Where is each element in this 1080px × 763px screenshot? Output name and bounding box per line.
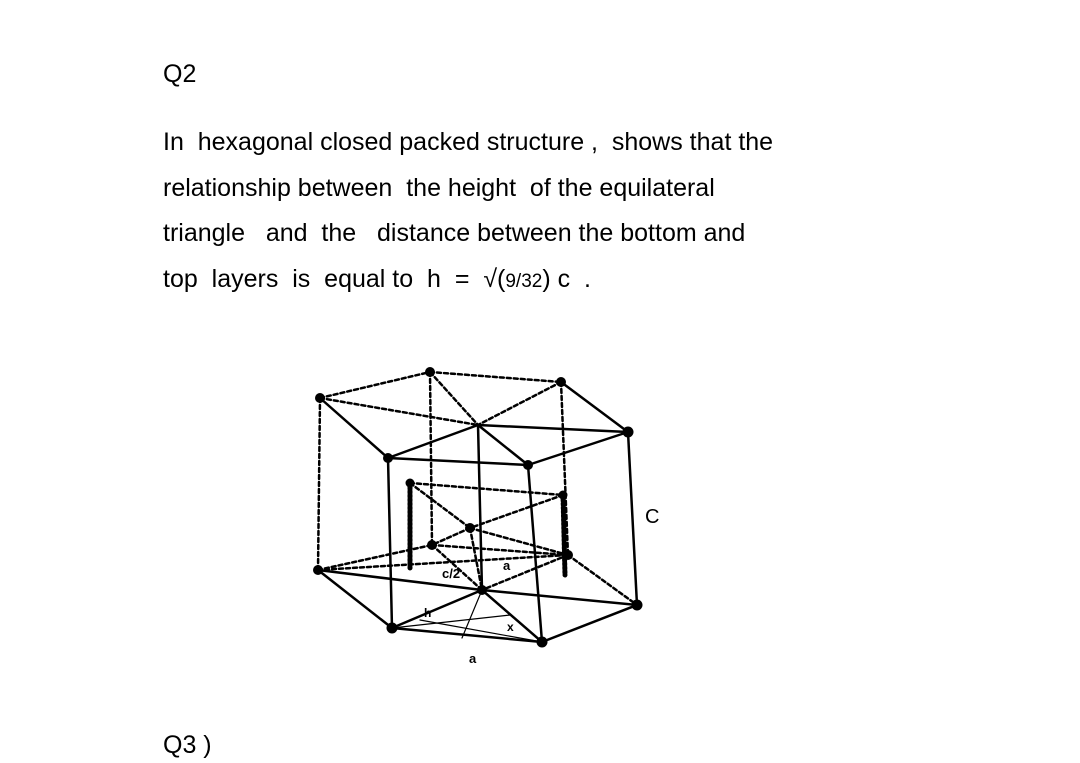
label-a-bottom: a xyxy=(469,651,477,666)
dashed-edges xyxy=(318,372,637,605)
formula-prefix: top layers is equal to h = √( xyxy=(163,264,506,293)
formula-fraction: 9/32 xyxy=(505,270,543,292)
next-question-label: Q3 ) xyxy=(163,731,212,759)
question-line-3: triangle and the distance between the bottom and xyxy=(163,219,746,247)
label-x: x xyxy=(507,620,514,634)
question-line-4 xyxy=(163,257,983,305)
question-line-2: relationship between the height of the equilateral xyxy=(163,173,715,202)
question-line-1: In hexagonal closed packed structure , shows that the xyxy=(163,128,774,156)
formula-suffix: ) c . xyxy=(542,264,591,293)
hcp-structure-diagram xyxy=(290,355,680,675)
label-c: C xyxy=(645,506,660,528)
question-text xyxy=(163,120,983,304)
solid-edges xyxy=(318,382,637,642)
label-h: h xyxy=(424,606,432,620)
label-a-inner: a xyxy=(503,558,511,573)
middle-layer-verticals xyxy=(410,483,565,575)
question-label: Q2 xyxy=(163,60,197,88)
label-c-half: c/2 xyxy=(442,566,461,581)
